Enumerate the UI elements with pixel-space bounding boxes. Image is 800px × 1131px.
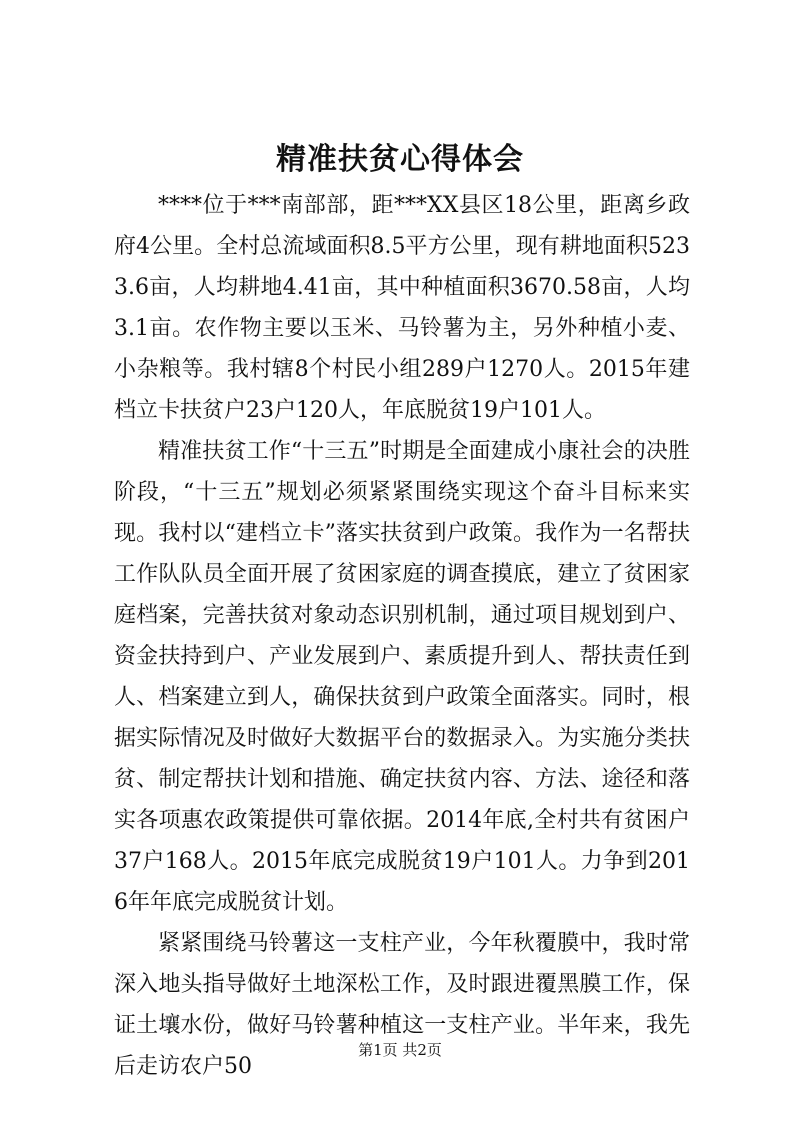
paragraph-village-overview: ****位于***南部部，距***XX县区18公里，距离乡政府4公里。全村总流域面积8.5平方公里，现有耕地面积5233.6亩，人均耕地4.41亩，其中种植面积3670.58亩，人均3.1亩。农作物主要以玉米、马铃薯为主，另外种植小麦、小杂粮等。我村辖8个村民小组289户1270人。2015年建档立卡扶贫户23户120人，年底脱贫19户101人。 bbox=[114, 193, 690, 423]
page-title: 精准扶贫心得体会 bbox=[276, 142, 524, 177]
page-footer: 第1页 共2页 bbox=[358, 1041, 442, 1059]
paragraph-potato-industry: 紧紧围绕马铃薯这一支柱产业，今年秋覆膜中，我时常深入地头指导做好土地深松工作，及时跟进覆黑膜工作，保证土壤水份，做好马铃薯种植这一支柱产业。半年来，我先后走访农户50 bbox=[114, 931, 690, 1079]
document-body bbox=[114, 185, 690, 1087]
paragraph-poverty-work: 精准扶贫工作“十三五”时期是全面建成小康社会的决胜阶段，“十三五”规划必须紧紧围绕实现这个奋斗目标来实现。我村以“建档立卡”落实扶贫到户政策。我作为一名帮扶工作队队员全面开展了贫困家庭的调查摸底，建立了贫困家庭档案，完善扶贫对象动态识别机制，通过项目规划到户、资金扶持到户、产业发展到户、素质提升到人、帮扶责任到人、档案建立到人，确保扶贫到户政策全面落实。同时，根据实际情况及时做好大数据平台的数据录入。为实施分类扶贫、制定帮扶计划和措施、确定扶贫内容、方法、途径和落实各项惠农政策提供可靠依据。2014年底,全村共有贫困户37户168人。2015年底完成脱贫19户101人。力争到2016年年底完成脱贫计划。 bbox=[114, 439, 690, 915]
